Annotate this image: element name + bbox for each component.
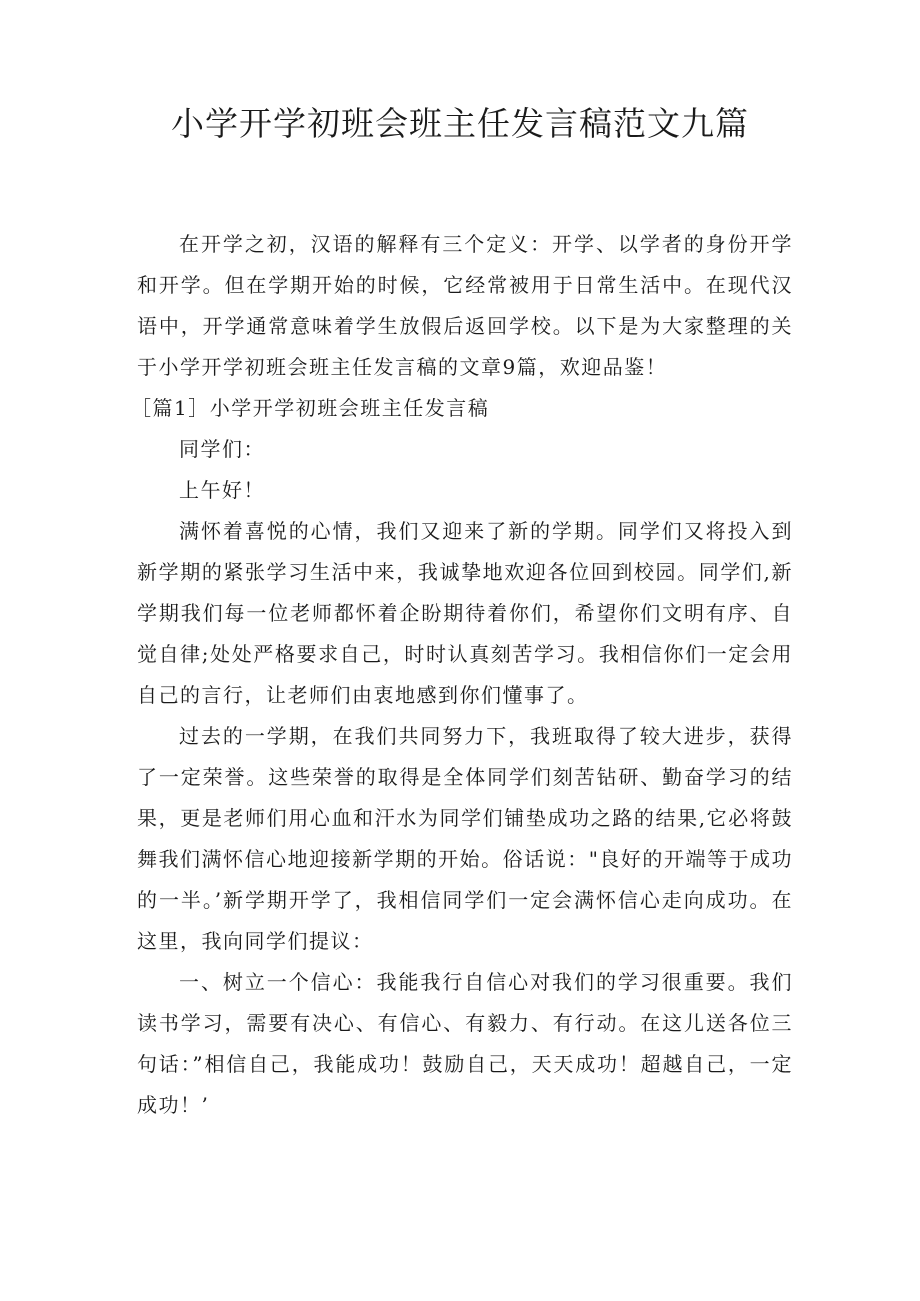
document-title: 小学开学初班会班主任发言稿范文九篇 — [171, 104, 749, 143]
body-paragraph-1: 满怀着喜悦的心情，我们又迎来了新的学期。同学们又将投入到新学期的紧张学习生活中来，我诚挚地欢迎各位回到校园。同学们,新学期我们每一位老师都怀着企盼期待着你们，希望你们文明有序、自觉自律;处处严格要求自己，时时认真刻苦学习。我相信你们一定会用自己的言行，让老师们由衷地感到你们懂事了。 — [137, 519, 793, 707]
body-paragraph-2: 过去的一学期，在我们共同努力下，我班取得了较大进步，获得了一定荣誉。这些荣誉的取得是全体同学们刻苦钻研、勤奋学习的结果，更是老师们用心血和汗水为同学们铺垫成功之路的结果,它必将鼓舞我们满怀信心地迎接新学期的开始。俗话说："良好的开端等于成功的一半。’新学期开学了，我相信同学们一定会满怀信心走向成功。在这里，我向同学们提议： — [137, 724, 793, 953]
body-paragraph-3: 一、树立一个信心：我能我行自信心对我们的学习很重要。我们读书学习，需要有决心、有信心、有毅力、有行动。在这儿送各位三句话：”相信自己，我能成功！鼓励自己，天天成功！超越自己，一定成功！’ — [137, 970, 793, 1117]
intro-paragraph: 在开学之初，汉语的解释有三个定义：开学、以学者的身份开学和开学。但在学期开始的时候，它经常被用于日常生活中。在现代汉语中，开学通常意味着学生放假后返回学校。以下是为大家整理的关于小学开学初班会班主任发言稿的文章9篇，欢迎品鉴！ — [137, 232, 793, 379]
document-body — [131, 224, 793, 1126]
salutation-line: 上午好！ — [179, 478, 265, 502]
section-heading: ［篇1］小学开学初班会班主任发言稿 — [131, 396, 490, 420]
greeting-line: 同学们： — [179, 437, 265, 461]
